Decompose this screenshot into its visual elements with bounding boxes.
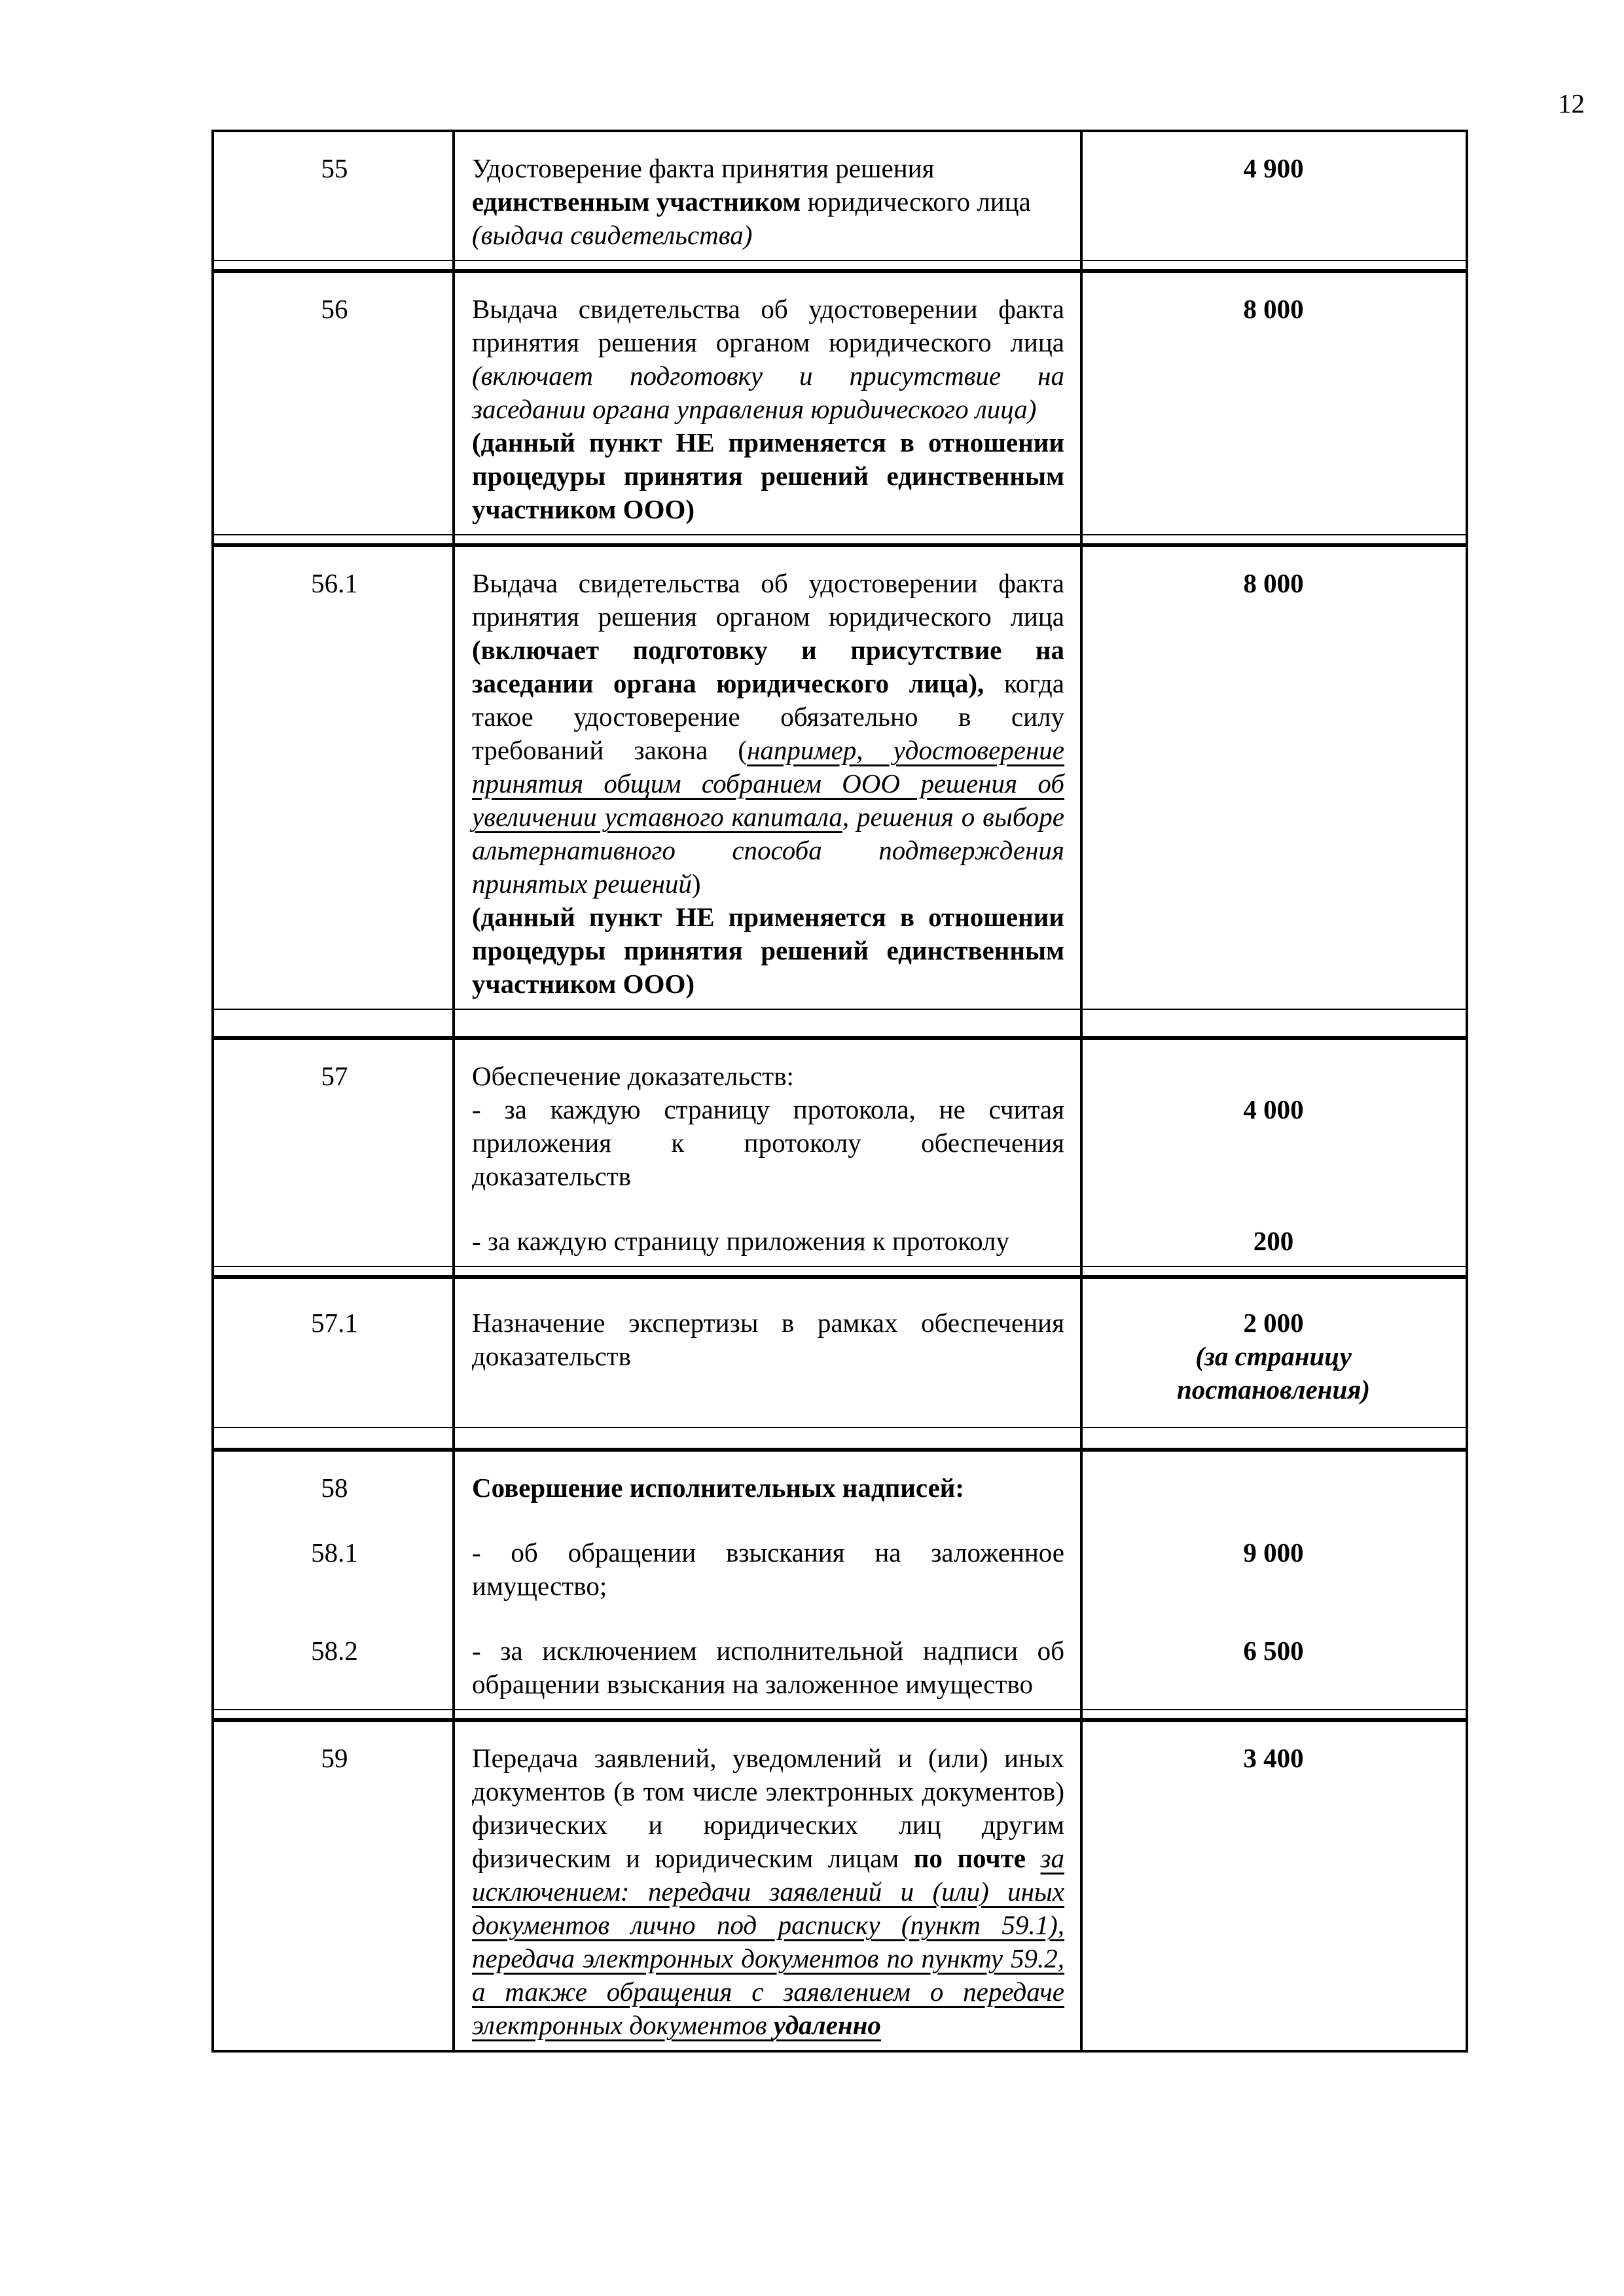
row-separator [214, 1009, 1466, 1040]
text-run: - об обращении взыскания на заложенное имущество; [472, 1537, 1064, 1601]
description-cell [455, 1306, 1081, 1407]
description-cell [455, 1634, 1081, 1701]
text-run: (включает подготовку и присутствие на заседании органа управления юридического лица) [472, 361, 1064, 424]
price-cell [1081, 901, 1466, 1001]
description-cell [455, 1471, 1081, 1505]
text-run: 2 000 [1243, 1308, 1304, 1338]
item-number-cell: 59 [321, 1743, 348, 1773]
price-cell [1081, 426, 1466, 526]
description-cell [455, 1742, 1081, 2042]
text-run: 8 000 [1243, 568, 1304, 598]
description-cell [455, 901, 1081, 1001]
table-row [214, 1722, 1466, 2050]
text-run [1026, 1843, 1041, 1873]
page-number: 12 [1558, 88, 1585, 118]
price-cell [1081, 1306, 1466, 1407]
text-run: 4 000 [1243, 1094, 1304, 1124]
price-cell [1081, 567, 1466, 901]
table-row [214, 1452, 1466, 1709]
table-row [214, 1279, 1466, 1427]
text-run: 8 000 [1243, 294, 1304, 324]
row-separator [214, 1266, 1466, 1279]
item-number-cell: 58.2 [311, 1636, 358, 1666]
item-number-cell [214, 1225, 455, 1258]
item-number-cell: 56.1 [311, 568, 358, 598]
text-run: , решения о выборе альтернативного способа подтверждения принятых решений [472, 802, 1064, 899]
text-run: 6 500 [1243, 1636, 1304, 1666]
text-run: 200 [1253, 1226, 1294, 1256]
item-number-cell: 55 [321, 153, 348, 183]
text-run: например, удостоверение принятия общим собранием ООО решения об увеличении уставного капитала [472, 735, 1065, 832]
table-row [214, 273, 1466, 534]
text-run: (данный пункт НЕ применяется в отношении процедуры принятия решений единственным участником ООО) [472, 427, 1064, 524]
table-row [214, 1040, 1466, 1266]
text-run: единственным участником [472, 187, 801, 217]
text-run: (за страницу [1195, 1341, 1352, 1371]
table-row [214, 547, 1466, 1009]
table-row [214, 132, 1466, 260]
description-cell [455, 426, 1081, 526]
row-separator [214, 260, 1466, 273]
text-run: Выдача свидетельства об удостоверении факта принятия решения органом юридического лица [472, 568, 1064, 632]
item-number-cell [214, 426, 455, 526]
price-cell [1081, 1536, 1466, 1603]
price-cell [1081, 1060, 1466, 1093]
price-cell [1081, 293, 1466, 426]
price-cell [1081, 1471, 1466, 1505]
text-run: Передача заявлений, уведомлений и (или) иных документов (в том числе электронных документов) физических и юридических лиц другим физическим и юридическим лицам [472, 1743, 1064, 1873]
text-run: (включает подготовку и присутствие на заседании органа юридического лица), [472, 635, 1064, 698]
text-run: юридического лица [801, 187, 1031, 217]
item-number-cell: 56 [321, 294, 348, 324]
item-number-cell [214, 901, 455, 1001]
text-run: когда такое удостоверение обязательно в силу требований закона ( [472, 668, 1064, 765]
description-cell [455, 293, 1081, 426]
text-run: удаленно [773, 2010, 881, 2040]
description-cell [455, 1093, 1081, 1193]
item-number-cell: 57 [321, 1061, 348, 1091]
text-run: постановления) [1176, 1374, 1371, 1405]
text-run: 9 000 [1243, 1537, 1304, 1568]
text-run: Выдача свидетельства об удостоверении факта принятия решения органом юридического лица [472, 294, 1064, 357]
text-run: (данный пункт НЕ применяется в отношении процедуры принятия решений единственным участником ООО) [472, 902, 1064, 999]
item-number-cell: 58 [321, 1473, 348, 1503]
description-cell [455, 1060, 1081, 1093]
text-run: 4 900 [1243, 153, 1304, 183]
text-run: Назначение экспертизы в рамках обеспечения доказательств [472, 1308, 1064, 1371]
text-run: Удостоверение факта принятия решения [472, 153, 935, 183]
text-run: Обеспечение доказательств: [472, 1061, 794, 1091]
description-cell [455, 567, 1081, 901]
price-cell [1081, 1093, 1466, 1193]
text-run: - за исключением исполнительной надписи об обращении взыскания на заложенное имущество [472, 1636, 1064, 1699]
price-cell [1081, 1225, 1466, 1258]
item-number-cell [214, 1093, 455, 1193]
row-separator [214, 534, 1466, 547]
tariff-table [211, 130, 1468, 2053]
item-number-cell: 58.1 [311, 1537, 358, 1568]
price-cell [1081, 1742, 1466, 2042]
text-run: - за каждую страницу приложения к протоколу [472, 1226, 1010, 1256]
text-run: Совершение исполнительных надписей: [472, 1473, 965, 1503]
row-separator [214, 1427, 1466, 1452]
text-run: по почте [913, 1843, 1026, 1873]
description-cell [455, 152, 1081, 252]
price-cell [1081, 1634, 1466, 1701]
text-run: 3 400 [1243, 1743, 1304, 1773]
text-run: ) [691, 869, 701, 899]
text-run: - за каждую страницу протокола, не считая приложения к протоколу обеспечения доказательств [472, 1094, 1064, 1191]
row-separator [214, 1709, 1466, 1722]
text-run: (выдача свидетельства) [472, 220, 753, 250]
description-cell [455, 1536, 1081, 1603]
description-cell [455, 1225, 1081, 1258]
text-run: за исключением: передачи заявлений и (или) иных документов лично под расписку (пункт 59.1), передача электронных документов по пункту 59.2, а также обращения с заявлением о передаче электронных документов [472, 1843, 1065, 2040]
item-number-cell: 57.1 [311, 1308, 358, 1338]
price-cell [1081, 152, 1466, 252]
